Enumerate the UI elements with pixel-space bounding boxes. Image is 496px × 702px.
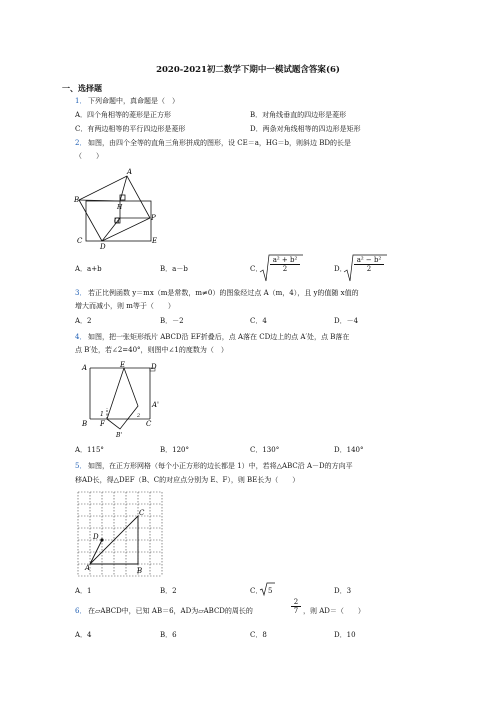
fraction-numerator: a² − b² — [354, 256, 384, 265]
fraction-denominator: 2 — [366, 265, 372, 273]
q6-fraction — [291, 598, 301, 615]
q3-line-2: 增大而减小，则 m等于（ ） — [75, 302, 175, 310]
q5-option-a[interactable]: A．1 — [75, 587, 92, 595]
q2-option-a[interactable]: A．a+b — [75, 265, 102, 273]
q1-option-b[interactable]: B．对角线垂直的四边形是菱形 — [250, 111, 347, 119]
q6-number: 6． — [75, 607, 87, 615]
q5-label-d: D — [93, 533, 99, 541]
q2-figure — [72, 166, 162, 251]
q4-label-a-prime: A' — [152, 401, 159, 409]
q3-option-a[interactable]: A．2 — [75, 317, 92, 325]
q3-number: 3． — [75, 289, 87, 297]
q5-line-1: 如图，在正方形网格（每个小正方形的边长都是 1）中，若将△ABC沿 A－D的方向平 — [88, 462, 353, 470]
q2-label-p: P — [151, 214, 156, 222]
q5-line-2: 移AD长，得△DEF（B、C的对应点分别为 E、F），则 BE长为（ ） — [75, 476, 300, 484]
q3-option-d[interactable]: D．－4 — [334, 317, 359, 325]
q6-stem-end: ，则 AD＝（ ） — [303, 607, 365, 615]
q2-label-g: G — [114, 217, 120, 225]
q4-label-b-prime: B' — [116, 432, 123, 439]
q6-option-a[interactable]: A．4 — [75, 631, 92, 639]
fraction-denominator: 2 — [282, 265, 288, 273]
section-heading: 一、选择题 — [62, 83, 102, 93]
q5-figure — [75, 489, 165, 579]
q4-option-c[interactable]: C．130° — [250, 446, 280, 454]
fraction-numerator: a² + b² — [270, 256, 300, 265]
q5-option-d[interactable]: D．3 — [334, 587, 352, 595]
q2-number: 2． — [75, 139, 87, 147]
q2-stem: 如图，由四个全等的直角三角形拼成的图形，设 CE＝a，HG＝b，则斜边 BD的长是 — [88, 139, 352, 147]
fraction-numerator: 2 — [291, 598, 301, 607]
q4-number: 4． — [75, 333, 87, 341]
q2-paren: （ ） — [75, 152, 103, 160]
q4-label-d: D — [151, 363, 157, 371]
q6-option-b[interactable]: B．6 — [160, 631, 177, 639]
q1-stem: 下列命题中，真命题是（ ） — [88, 97, 179, 105]
q1-option-a[interactable]: A．四个角相等的菱形是正方形 — [75, 111, 172, 119]
q4-line-2: 点 B′处，若∠2=40°，则图中∠1的度数为（ ） — [75, 346, 228, 354]
q2-label-e: E — [152, 237, 158, 245]
q2-label-c: C — [77, 237, 83, 245]
q4-label-angle-1: 1 — [100, 411, 104, 418]
q4-option-b[interactable]: B．120° — [160, 446, 190, 454]
q5-option-c-label: C． — [250, 587, 263, 595]
q2-label-a: A — [127, 168, 133, 176]
q4-label-c: C — [146, 420, 152, 428]
q4-option-d[interactable]: D．140° — [334, 446, 364, 454]
q5-label-a: A — [85, 564, 91, 572]
q5-label-b: B — [137, 567, 143, 575]
q6-stem-start: 在▱ABCD中，已知 AB＝6，AD为▱ABCD的周长的 — [88, 607, 253, 615]
q1-option-d[interactable]: D．两条对角线相等的四边形是矩形 — [250, 125, 361, 133]
q4-label-e: E — [120, 361, 126, 369]
q2-label-h: H — [117, 204, 123, 211]
q5-label-c: C — [139, 509, 145, 517]
q2-option-c-label: C． — [250, 265, 263, 273]
q4-line-1: 如图，把一张矩形纸片 ABCD沿 EF折叠后，点 A落在 CD边上的点 A′处，点 B落在 — [88, 333, 350, 341]
q2-option-d-label: D． — [334, 265, 347, 273]
q3-option-c[interactable]: C．4 — [250, 317, 267, 325]
q5-number: 5． — [75, 462, 87, 470]
fraction-denominator: 7 — [293, 607, 299, 615]
q1-option-c[interactable]: C．有两边相等的平行四边形是菱形 — [75, 125, 186, 133]
q1-number: 1． — [75, 97, 87, 105]
q2-label-d: D — [100, 243, 106, 251]
q4-label-angle-2: 2 — [137, 413, 141, 419]
q2-option-b[interactable]: B．a－b — [160, 265, 188, 273]
q2-option-d-fraction — [354, 256, 384, 273]
q4-option-a[interactable]: A．115° — [75, 446, 104, 454]
q4-label-a: A — [82, 364, 88, 372]
q6-option-c[interactable]: C．8 — [250, 631, 267, 639]
q5-option-b[interactable]: B．2 — [160, 587, 177, 595]
q3-line-1: 若正比例函数 y＝mx（m是常数，m≠0）的图象经过点 A（m，4），且 y的值随 x值的 — [88, 289, 359, 297]
q4-label-b: B — [82, 420, 88, 428]
page-title: 2020-2021初二数学下期中一模试题含答案(6) — [156, 65, 340, 75]
q4-figure — [80, 362, 165, 442]
q2-option-c-fraction — [270, 256, 300, 273]
q6-option-d[interactable]: D．10 — [334, 631, 356, 639]
q5-option-c-value: 5 — [268, 587, 273, 595]
q4-label-f: F — [100, 420, 105, 428]
q3-option-b[interactable]: B．－2 — [160, 317, 184, 325]
q2-label-b: B — [74, 196, 80, 204]
